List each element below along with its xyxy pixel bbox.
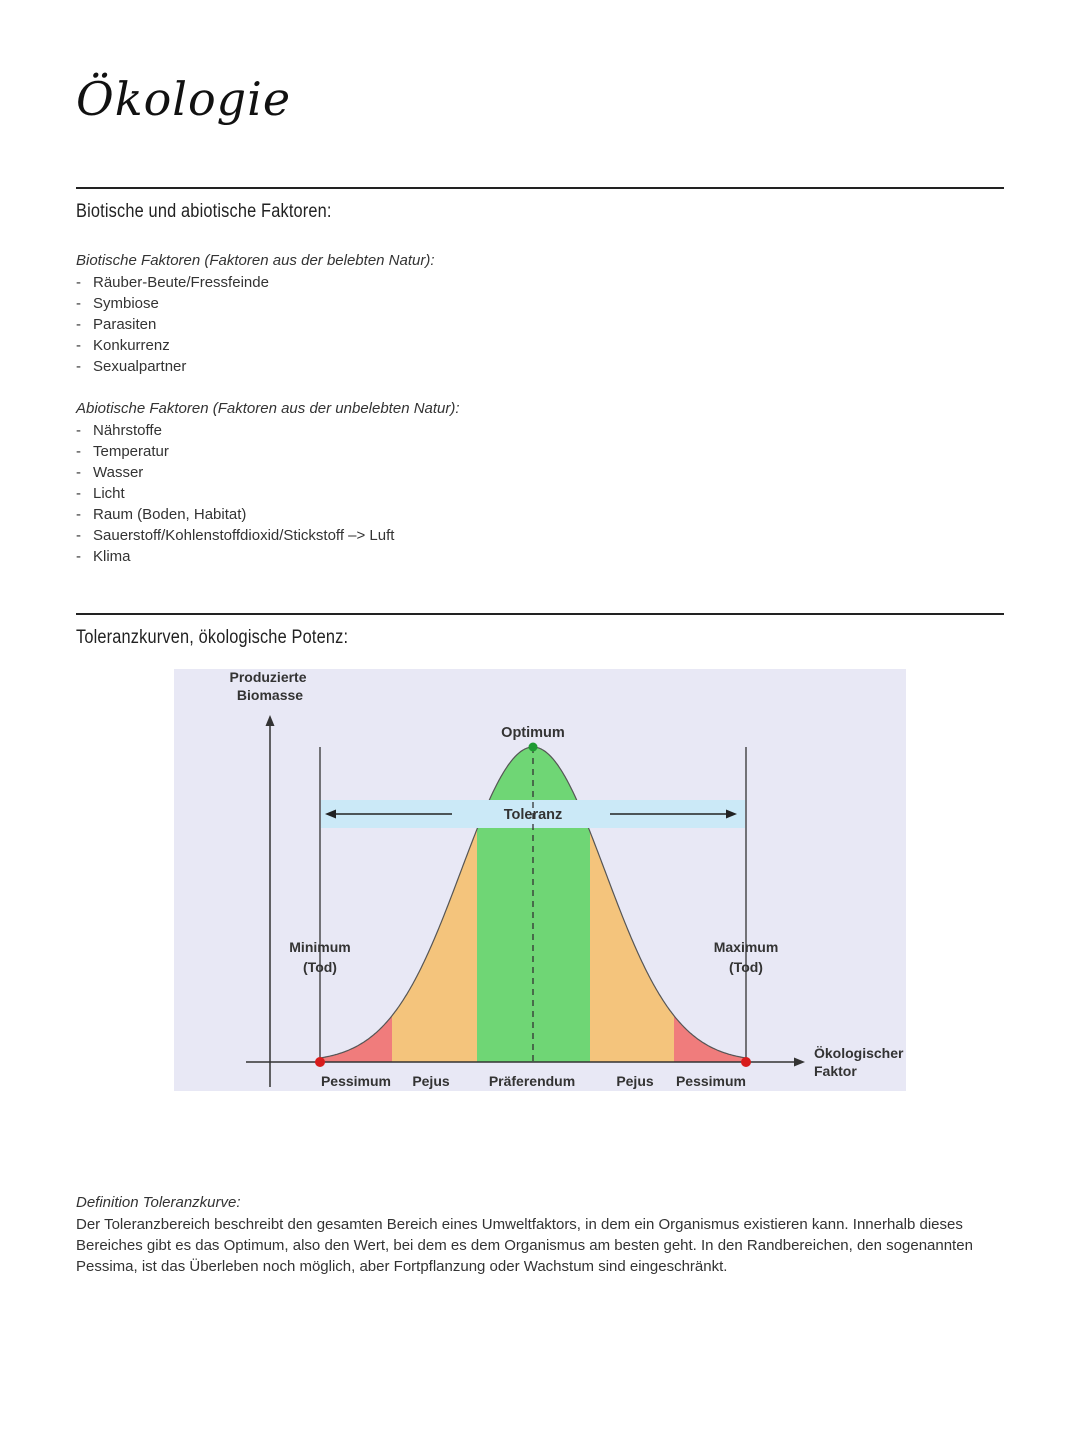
list-item: - Symbiose: [76, 293, 269, 314]
minimum-label-line2: (Tod): [303, 959, 337, 975]
abiotic-list: [76, 420, 394, 567]
zone-label-pejus-right: Pejus: [616, 1073, 654, 1089]
tolerance-chart-svg: [174, 669, 906, 1091]
x-axis-label-line1: Ökologischer: [814, 1045, 904, 1061]
x-axis-label-line2: Faktor: [814, 1063, 857, 1079]
tolerance-chart: [174, 669, 906, 1091]
list-item: - Sauerstoff/Kohlenstoffdioxid/Stickstoff –> Luft: [76, 525, 394, 546]
page-title: Ökologie: [76, 72, 292, 126]
definition-text: Der Toleranzbereich beschreibt den gesamten Bereich eines Umweltfaktors, in dem ein Organismus existieren kann. Innerhalb dieses Bereiches gibt es das Optimum, also den Wert, bei dem es dem Organismus am besten geht. In den Randbereichen, den sogenannten Pessima, ist das Überleben noch möglich, aber Fortpflanzung oder Wachstum sind eingeschränkt.: [76, 1216, 973, 1275]
maximum-point: [741, 1057, 751, 1067]
list-item: - Nährstoffe: [76, 420, 394, 441]
list-item: - Räuber-Beute/Fressfeinde: [76, 272, 269, 293]
list-item: - Parasiten: [76, 314, 269, 335]
zone-label-pejus-left: Pejus: [412, 1073, 450, 1089]
definition-title: Definition Toleranzkurve:: [76, 1194, 241, 1211]
list-item: - Klima: [76, 546, 394, 567]
optimum-point: [529, 743, 538, 752]
abiotic-title: Abiotische Faktoren (Faktoren aus der unbelebten Natur):: [76, 400, 460, 417]
optimum-label: Optimum: [501, 725, 565, 741]
y-axis-label-line1: Produzierte: [229, 669, 307, 685]
biotic-title: Biotische Faktoren (Faktoren aus der belebten Natur):: [76, 252, 435, 269]
list-item: - Licht: [76, 483, 394, 504]
tolerance-label: Toleranz: [503, 807, 563, 823]
list-item: - Wasser: [76, 462, 394, 483]
biotic-list: [76, 272, 269, 377]
zone-label-pessimum-right: Pessimum: [675, 1073, 747, 1089]
maximum-label-line1: Maximum: [713, 939, 779, 955]
section-divider: [76, 187, 1004, 189]
section-divider: [76, 613, 1004, 615]
list-item: - Konkurrenz: [76, 335, 269, 356]
maximum-label-line2: (Tod): [729, 959, 763, 975]
minimum-point: [315, 1057, 325, 1067]
minimum-label-line1: Minimum: [289, 939, 351, 955]
zone-label-pessimum-left: Pessimum: [320, 1073, 392, 1089]
list-item: - Raum (Boden, Habitat): [76, 504, 394, 525]
section-heading-tolerance: Toleranzkurven, ökologische Potenz:: [76, 627, 349, 648]
list-item: - Temperatur: [76, 441, 394, 462]
y-axis-label-line2: Biomasse: [236, 687, 304, 703]
section-heading-factors: Biotische und abiotische Faktoren:: [76, 201, 332, 222]
list-item: - Sexualpartner: [76, 356, 269, 377]
zone-label-praeferendum: Präferendum: [488, 1073, 576, 1089]
